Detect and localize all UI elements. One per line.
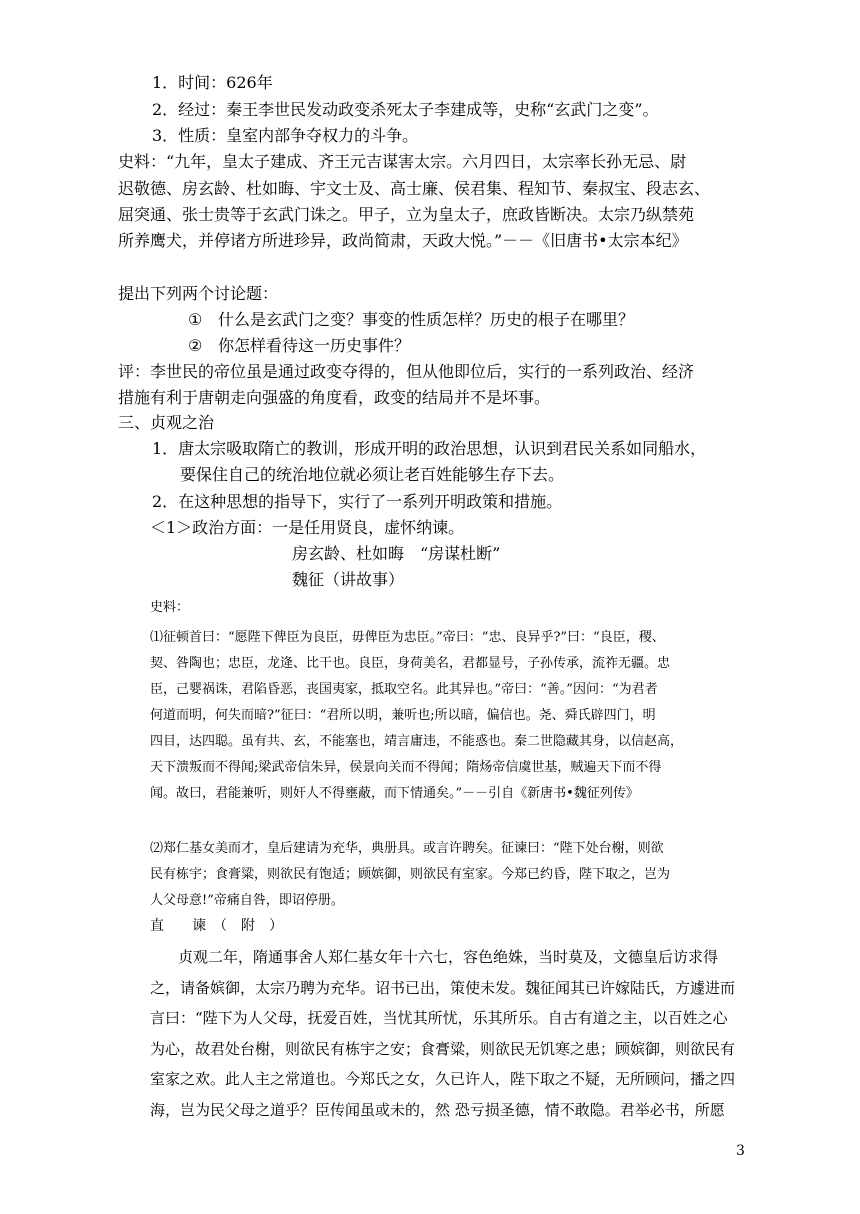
shiliao1-line-2: 迟敬德、房玄龄、杜如晦、宇文士及、高士廉、侯君集、程知节、秦叔宝、段志玄、	[118, 179, 711, 198]
section2-item1: 1．时间：626年	[152, 73, 273, 92]
question-2-number: ②	[188, 336, 203, 355]
section3-heading: 三、贞观之治	[118, 413, 215, 432]
comment-line-1: 评：李世民的帝位虽是通过政变夺得的，但从他即位后，实行的一系列政治、经济	[118, 362, 695, 381]
excerpt1-line-7: 闻。故曰，君能兼听，则奸人不得壅蔽，而下情通矣。”－－引自《新唐书•魏征列传》	[150, 786, 639, 801]
section3-item1-b: 要保住自己的统治地位就必须让老百姓能够生存下去。	[180, 465, 565, 484]
shiliao2-label: 史料：	[150, 600, 190, 615]
section2-item2: 2．经过：秦王李世民发动政变杀死太子李建成等，史称“玄武门之变”。	[152, 100, 659, 119]
shiliao1-line-4: 所养鹰犬，并停诸方所进珍异，政尚简肃，天政大悦。”－－《旧唐书•太宗本纪》	[118, 231, 688, 250]
excerpt1-line-2: 契、咎陶也；忠臣，龙逄、比干也。良臣，身荷美名，君都显号，子孙传承，流祚无疆。忠	[150, 656, 671, 671]
excerpt1-line-3: 臣，己婴祸诛，君陷昏恶，丧国夷家，抵取空名。此其异也。”帝曰：“善。”因问：“为君者	[150, 682, 658, 697]
zhijian-line-4: 为心，故君处台榭，则欲民有栋宇之安；食膏粱，则欲民无饥寒之患；顾嫔御，则欲民有	[150, 1040, 736, 1058]
excerpt1-line-1: ⑴征顿首曰：“愿陛下俾臣为良臣，毋俾臣为忠臣。”帝曰：“忠、良异乎?”曰：“良臣，稷、	[150, 630, 665, 645]
section3-item2: 2．在这种思想的指导下，实行了一系列开明政策和措施。	[152, 492, 563, 511]
page-number: 3	[736, 1143, 745, 1159]
excerpt2-line-3: 人父母意!”帝痛自咎，即诏停册。	[150, 893, 344, 908]
section3-item1-a: 1．唐太宗吸取隋亡的教训，形成开明的政治思想，认识到君民关系如同船水，	[152, 439, 707, 458]
section2-item3: 3．性质：皇室内部争夺权力的斗争。	[152, 126, 419, 145]
shiliao1-line-1: 史料：“九年，皇太子建成、齐王元吉谋害太宗。六月四日，太宗率长孙无忌、尉	[118, 152, 687, 171]
question-1: 什么是玄武门之变？事变的性质怎样？历史的根子在哪里？	[218, 310, 635, 329]
discussion-intro: 提出下列两个讨论题：	[118, 284, 279, 303]
question-2: 你怎样看待这一历史事件？	[218, 336, 411, 355]
question-1-number: ①	[188, 310, 203, 329]
politics-line: ＜1＞政治方面：一是任用贤良，虚怀纳谏。	[150, 518, 465, 537]
names-line-1: 房玄龄、杜如晦 “房谋杜断”	[292, 544, 501, 563]
excerpt2-line-1: ⑵郑仁基女美而才，皇后建请为充华，典册具。或言许聘矣。征谏曰：“陛下处台榭，则欲	[150, 841, 664, 856]
zhijian-line-3: 言曰：“陛下为人父母，抚爱百姓，当忧其所忧，乐其所乐。自古有道之主，以百姓之心	[150, 1009, 728, 1027]
excerpt1-line-4: 何道而明，何失而暗?”征曰：“君所以明，兼听也;所以暗，偏信也。尧、舜氏辟四门，明	[150, 708, 656, 723]
zhijian-line-6: 海，岂为民父母之道乎？臣传闻虽或未的，然 恐亏损圣德，情不敢隐。君举必书，所愿	[150, 1101, 725, 1119]
zhijian-line-5: 室家之欢。此人主之常道也。今郑氏之女，久已许人，陛下取之不疑，无所顾问，播之四	[150, 1070, 736, 1088]
excerpt1-line-5: 四目，达四聪。虽有共、玄，不能塞也，靖言庸违，不能惑也。秦二世隐藏其身，以信赵高，	[150, 734, 684, 749]
excerpt2-line-2: 民有栋宇；食膏粱，则欲民有饱适；顾嫔御，则欲民有室家。今郑已约昏，陛下取之，岂为	[150, 867, 671, 882]
names-line-2: 魏征（讲故事）	[292, 570, 405, 589]
comment-line-2: 措施有利于唐朝走向强盛的角度看，政变的结局并不是坏事。	[118, 388, 551, 407]
zhijian-line-2: 之，请备嫔御，太宗乃聘为充华。诏书已出，策使未发。魏征闻其已许嫁陆氏，方遽进而	[150, 979, 736, 997]
shiliao1-line-3: 屈突通、张士贵等于玄武门诛之。甲子，立为皇太子，庶政皆断决。太宗乃纵禁苑	[118, 205, 695, 224]
excerpt1-line-6: 天下溃叛而不得闻;梁武帝信朱异，侯景向关而不得闻；隋炀帝信虞世基，贼遍天下而不得	[150, 760, 662, 775]
zhijian-line-1: 贞观二年，隋通事舍人郑仁基女年十六七，容色绝姝，当时莫及，文德皇后访求得	[178, 948, 719, 966]
zhijian-title: 直 谏 （ 附 ）	[150, 918, 283, 934]
